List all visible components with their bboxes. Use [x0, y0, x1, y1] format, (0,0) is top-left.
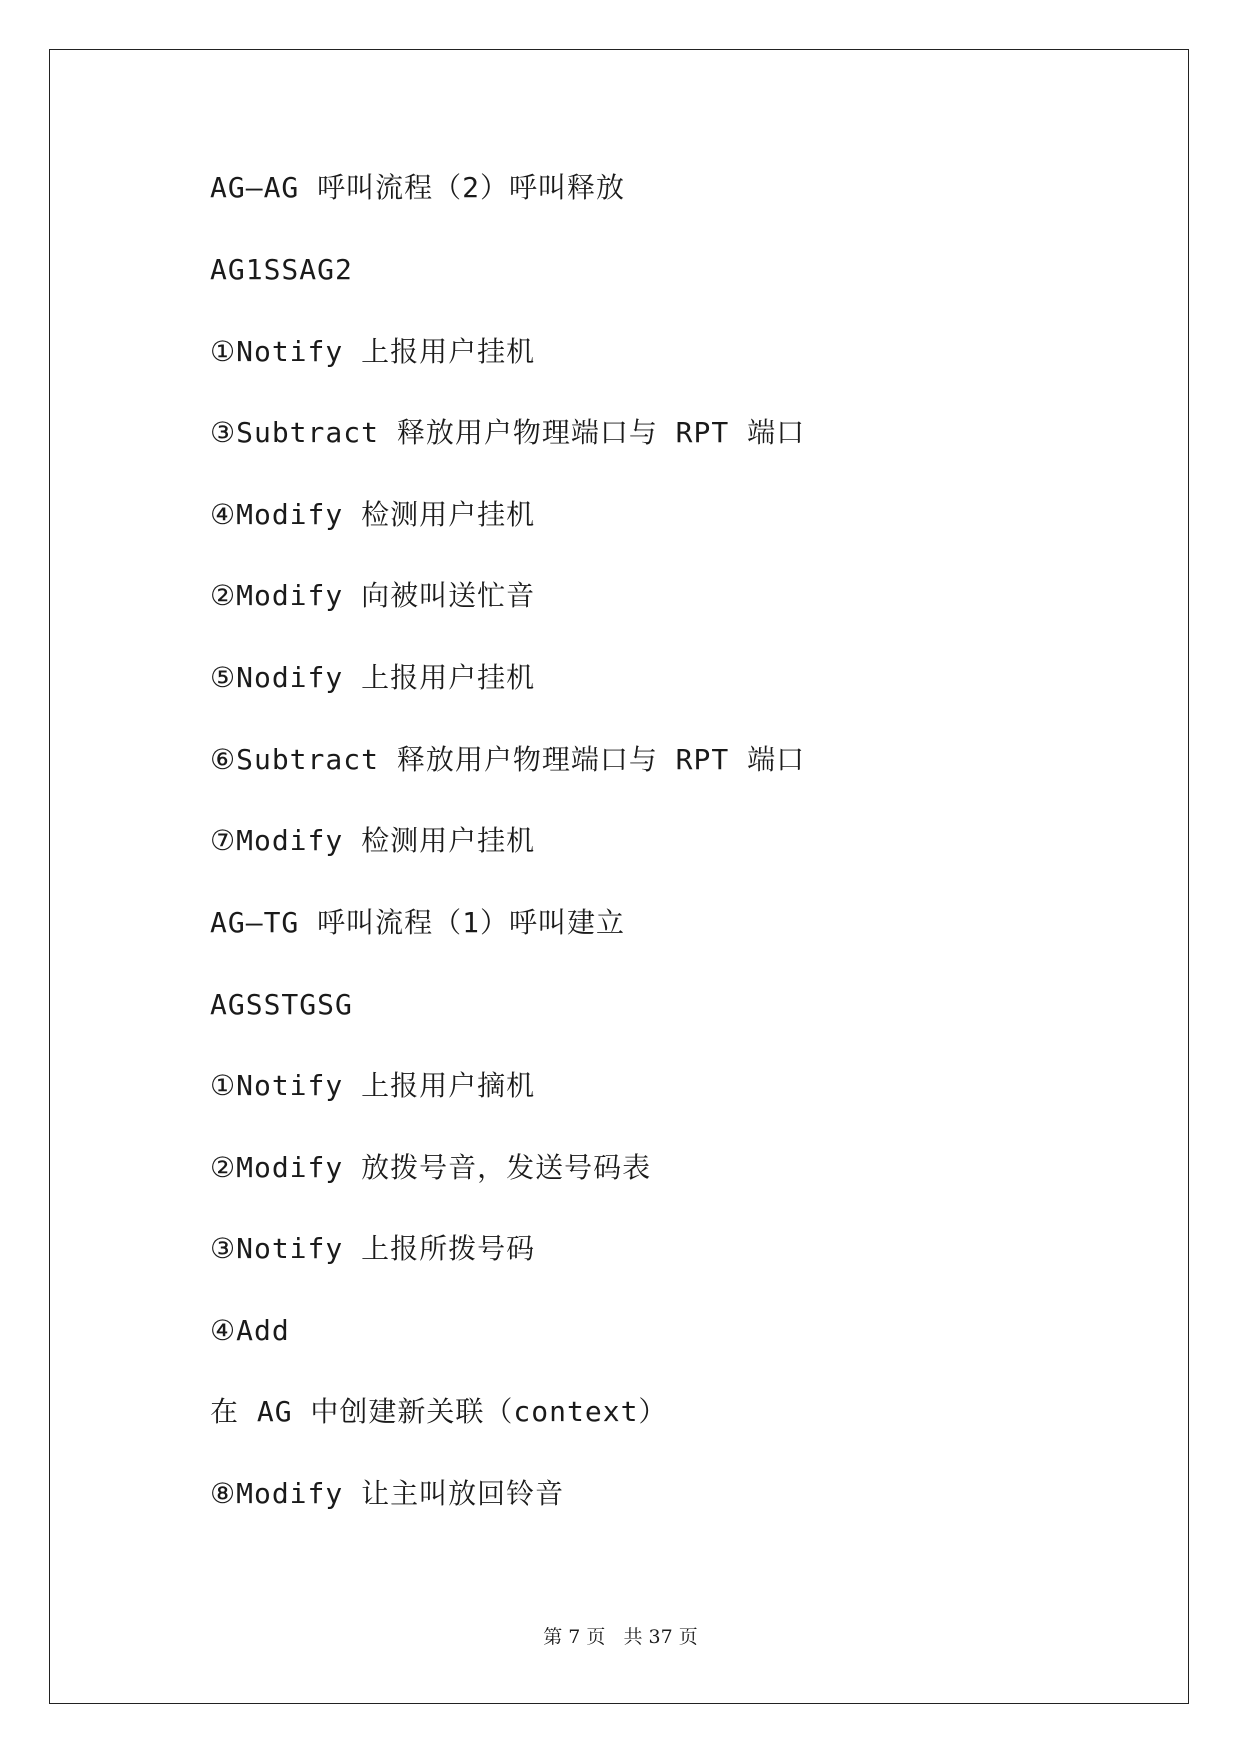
- text-line: AG—AG 呼叫流程（2）呼叫释放: [210, 171, 626, 204]
- text-line: ①Notify 上报用户摘机: [210, 1069, 536, 1102]
- text-line: ④Add: [210, 1314, 290, 1347]
- text-line: ①Notify 上报用户挂机: [210, 335, 536, 368]
- page-total: 共 37 页: [623, 1626, 698, 1648]
- text-line: 在 AG 中创建新关联（context）: [210, 1395, 668, 1428]
- text-line: ③Subtract 释放用户物理端口与 RPT 端口: [210, 416, 806, 449]
- text-line: ⑤Nodify 上报用户挂机: [210, 661, 536, 694]
- text-line: ③Notify 上报所拨号码: [210, 1232, 536, 1265]
- text-line: AG1SSAG2: [210, 253, 353, 286]
- text-line: AGSSTGSG: [210, 988, 353, 1021]
- text-line: ⑦Modify 检测用户挂机: [210, 824, 536, 857]
- text-line: AG—TG 呼叫流程（1）呼叫建立: [210, 906, 626, 939]
- page-border: [49, 49, 1189, 1704]
- text-line: ⑥Subtract 释放用户物理端口与 RPT 端口: [210, 743, 806, 776]
- text-line: ④Modify 检测用户挂机: [210, 498, 536, 531]
- text-line: ②Modify 向被叫送忙音: [210, 579, 536, 612]
- page-footer: [0, 1622, 1241, 1649]
- text-line: ②Modify 放拨号音，发送号码表: [210, 1151, 652, 1184]
- page-number: 第 7 页: [543, 1626, 606, 1648]
- text-line: ⑧Modify 让主叫放回铃音: [210, 1477, 565, 1510]
